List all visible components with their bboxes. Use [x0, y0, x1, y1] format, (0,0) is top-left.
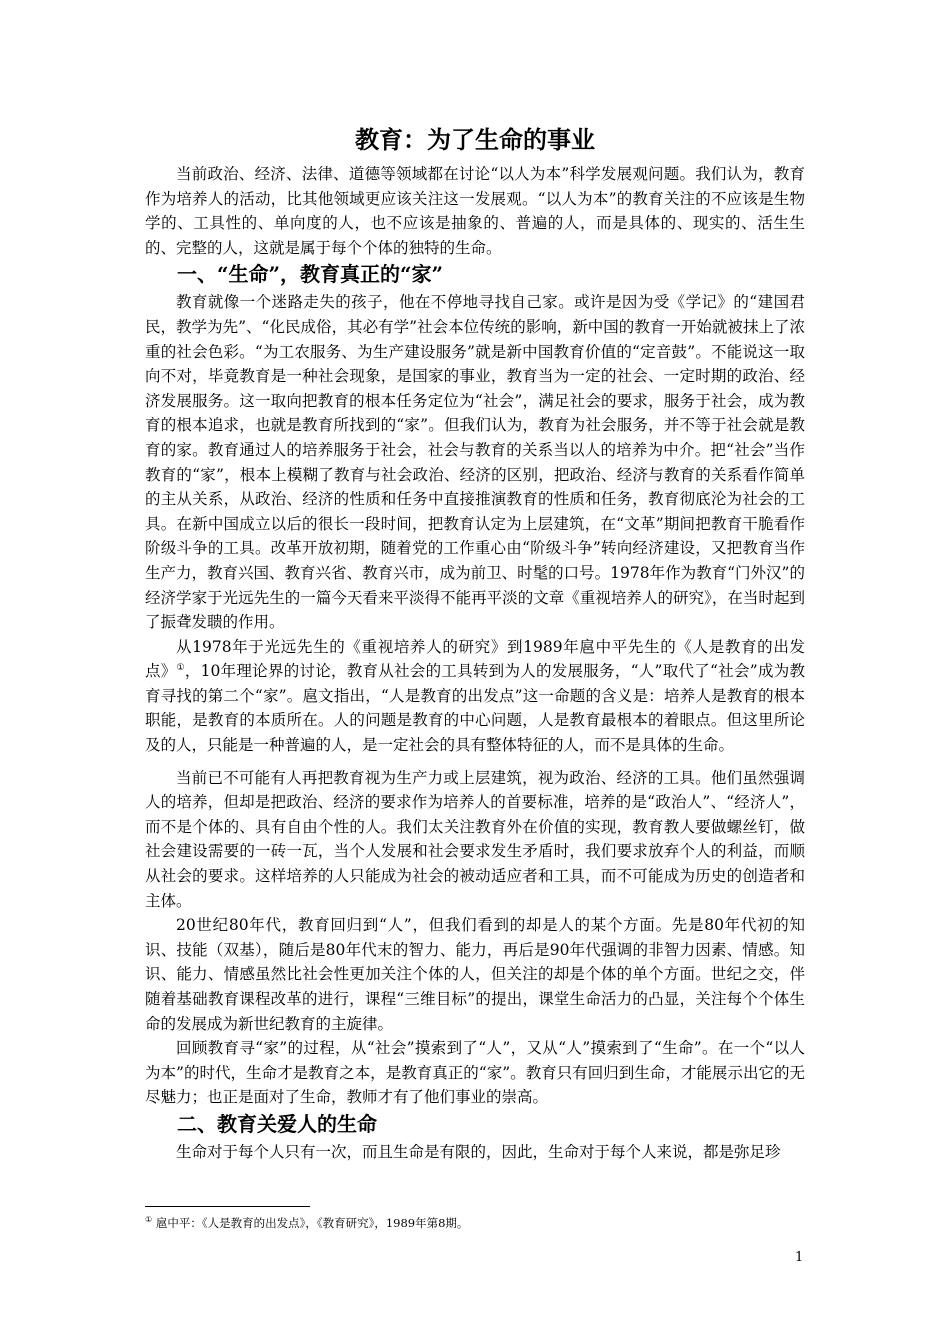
paragraph-2-text-after: ，10年理论界的讨论，教育从社会的工具转到为人的发展服务，“人”取代了“社会”成为教育寻找的第二个“家”。扈文指出，“人是教育的出发点”这一命题的含义是：培养人是教育的根本职能，是教育的本质所在。人的问题是教育的中心问题，人是教育最根本的着眼点。但这里所论及的人，只能是一种普遍的人，是一定社会的具有整体特征的人，而不是具体的生命。 [145, 662, 805, 755]
footnote-mark: ① [145, 1215, 153, 1224]
document-title: 教育：为了生命的事业 [355, 126, 595, 154]
section-1-heading: 一、“生命”，教育真正的“家” [177, 262, 444, 287]
page-number: 1 [795, 1250, 804, 1265]
intro-paragraph: 当前政治、经济、法律、道德等领域都在讨论“以人为本”科学发展观问题。我们认为，教育作为培养人的活动，比其他领域更应该关注这一发展观。“以人为本”的教育关注的不应该是生物学的、工具性的、单向度的人，也不应该是抽象的、普遍的人，而是具体的、现实的、活生生的、完整的人，这就是属于每个个体的独特的生命。 [145, 165, 805, 257]
section-1-paragraph-1: 教育就像一个迷路走失的孩子，他在不停地寻找自己家。或许是因为受《学记》的“建国君民，教学为先”、“化民成俗，其必有学”社会本位传统的影响，新中国的教育一开始就被抹上了浓重的社会色彩。“为工农服务、为生产建设服务”就是新中国教育价值的“定音鼓”。不能说这一取向不对，毕竟教育是一种社会现象，是国家的事业，教育当为一定的社会、一定时期的政治、经济发展服务。这一取向把教育的根本任务定位为“社会”，满足社会的要求，服务于社会，成为教育的根本追求，也就是教育所找到的“家”。但我们认为，教育为社会服务，并不等于社会就是教育的家。教育通过人的培养服务于社会，社会与教育的关系当以人的培养为中介。把“社会”当作教育的“家”，根本上模糊了教育与社会政治、经济的区别，把政治、经济与教育的关系看作简单的主从关系，从政治、经济的性质和任务中直接推演教育的性质和任务，教育彻底沦为社会的工具。在新中国成立以后的很长一段时间，把教育认定为上层建筑，在“文革”期间把教育干脆看作阶级斗争的工具。改革开放初期，随着党的工作重心由“阶级斗争”转向经济建设，又把教育当作生产力，教育兴国、教育兴省、教育兴市，成为前卫、时髦的口号。1978年作为教育“门外汉”的经济学家于光远先生的一篇今天看来平淡得不能再平淡的文章《重视培养人的研究》，在当时起到了振聋发聩的作用。 [145, 293, 805, 632]
footnote [145, 1212, 468, 1231]
section-2-paragraph-1: 生命对于每个人只有一次，而且生命是有限的，因此，生命对于每个人来说，都是弥足珍 [176, 1142, 781, 1161]
footnote-separator [145, 1206, 310, 1207]
page-content [145, 120, 805, 1165]
section-1-paragraph-3: 当前已不可能有人再把教育视为生产力或上层建筑，视为政治、经济的工具。他们虽然强调人的培养，但却是把政治、经济的要求作为培养人的首要标准，培养的是“政治人”、“经济人”，而不是个体的、具有自由个性的人。我们太关注教育外在价值的实现，教育教人要做螺丝钉，做社会建设需要的一砖一瓦，当个人发展和社会要求发生矛盾时，我们要求放弃个人的利益，而顺从社会的要求。这样培养的人只能成为社会的被动适应者和工具，而不可能成为历史的创造者和主体。 [145, 768, 805, 910]
section-1-paragraph-2 [145, 635, 805, 758]
footnote-reference-mark[interactable]: ① [176, 663, 185, 674]
paragraph-2-text-before: 从1978年于光远先生的《重视培养人的研究》到1989年扈中平先生的《人是教育的出发点》 [145, 637, 805, 681]
footnote-text: 扈中平：《人是教育的出发点》，《教育研究》，1989年第8期。 [152, 1215, 469, 1230]
section-2-heading: 二、教育关爱人的生命 [177, 1111, 377, 1136]
section-1-paragraph-5: 回顾教育寻“家”的过程，从“社会”摸索到了“人”，又从“人”摸索到了“生命”。在一个“以人为本”的时代，生命才是教育之本，是教育真正的“家”。教育只有回归到生命，才能展示出它的无尽魅力；也正是面对了生命，教师才有了他们事业的崇高。 [145, 1039, 805, 1107]
section-1-paragraph-4: 20世纪80年代，教育回归到“人”，但我们看到的却是人的某个方面。先是80年代初的知识、技能（双基），随后是80年代末的智力、能力，再后是90年代强调的非智力因素、情感。知识、能力、情感虽然比社会性更加关注个体的人，但关注的却是个体的单个方面。世纪之交，伴随着基础教育课程改革的进行，课程“三维目标”的提出，课堂生命活力的凸显，关注每个个体生命的发展成为新世纪教育的主旋律。 [145, 916, 805, 1033]
